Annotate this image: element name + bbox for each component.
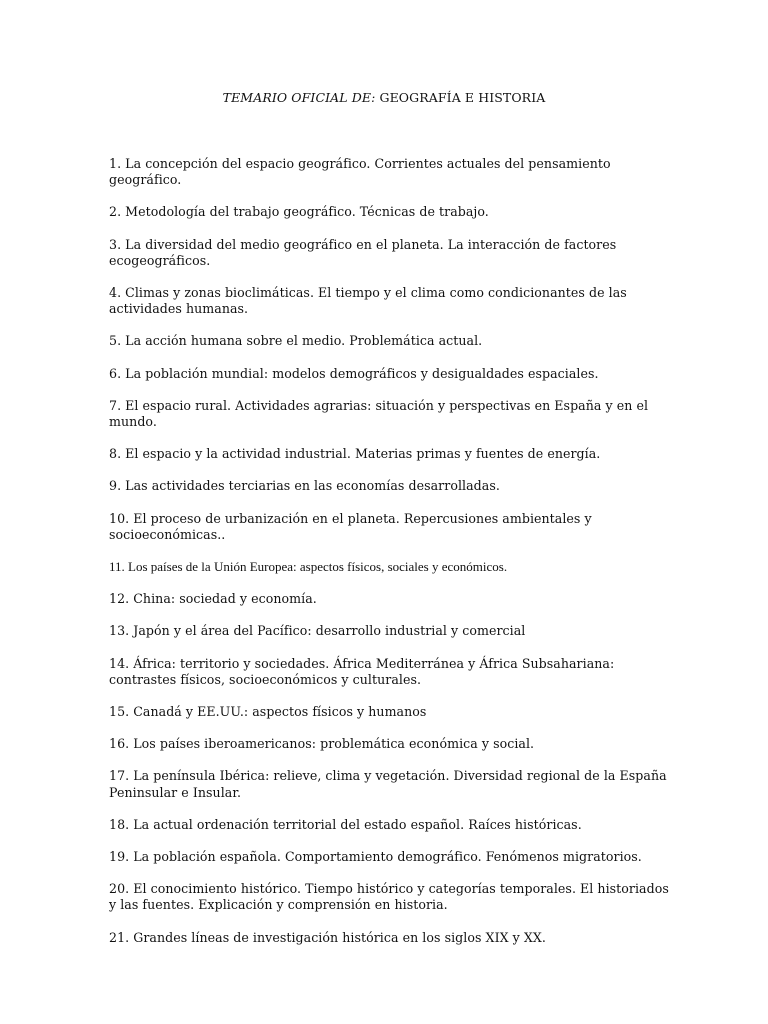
topic-item-13: 13. Japón y el área del Pacífico: desarrollo industrial y comercial xyxy=(109,623,526,639)
topic-item-2: 2. Metodología del trabajo geográfico. Técnicas de trabajo. xyxy=(109,204,489,220)
topic-item-1: 1. La concepción del espacio geográfico. Corrientes actuales del pensamiento geográfico. xyxy=(109,156,611,188)
topic-item-19: 19. La población española. Comportamiento demográfico. Fenómenos migratorios. xyxy=(109,849,642,865)
topic-item-5: 5. La acción humana sobre el medio. Problemática actual. xyxy=(109,333,483,349)
topic-item-21: 21. Grandes líneas de investigación histórica en los siglos XIX y XX. xyxy=(109,929,546,945)
topic-item-20: 20. El conocimiento histórico. Tiempo histórico y categorías temporales. El historiados y las fuentes. Explicación y comprensión en historia. xyxy=(109,881,669,913)
topic-item-18: 18. La actual ordenación territorial del estado español. Raíces históricas. xyxy=(109,816,582,832)
topic-item-14: 14. África: territorio y sociedades. África Mediterránea y África Subsahariana: contrastes físicos, socioeconómicos y culturales. xyxy=(109,655,615,687)
document-title xyxy=(0,90,768,106)
topic-item-17: 17. La península Ibérica: relieve, clima y vegetación. Diversidad regional de la España Peninsular e Insular. xyxy=(109,768,667,800)
topic-item-8: 8. El espacio y la actividad industrial. Materias primas y fuentes de energía. xyxy=(109,446,601,462)
title-subject: GEOGRAFÍA E HISTORIA xyxy=(379,90,546,105)
topic-item-6: 6. La población mundial: modelos demográficos y desigualdades espaciales. xyxy=(109,365,599,381)
topic-item-10: 10. El proceso de urbanización en el planeta. Repercusiones ambientales y socioeconómicas.. xyxy=(109,510,592,542)
topic-item-3: 3. La diversidad del medio geográfico en el planeta. La interacción de factores ecogeográficos. xyxy=(109,236,617,268)
topic-item-4: 4. Climas y zonas bioclimáticas. El tiempo y el clima como condicionantes de las actividades humanas. xyxy=(109,285,627,317)
title-prefix: TEMARIO OFICIAL DE: xyxy=(222,90,376,105)
topic-item-12: 12. China: sociedad y economía. xyxy=(109,591,317,607)
topic-item-16: 16. Los países iberoamericanos: problemática económica y social. xyxy=(109,736,535,752)
topic-list xyxy=(109,156,669,962)
topic-item-11: 11. Los países de la Unión Europea: aspectos físicos, sociales y económicos. xyxy=(109,559,508,575)
topic-item-15: 15. Canadá y EE.UU.: aspectos físicos y humanos xyxy=(109,704,427,720)
topic-item-7: 7. El espacio rural. Actividades agrarias: situación y perspectivas en España y en el mundo. xyxy=(109,397,649,430)
topic-item-9: 9. Las actividades terciarias en las economías desarrolladas. xyxy=(109,478,500,494)
